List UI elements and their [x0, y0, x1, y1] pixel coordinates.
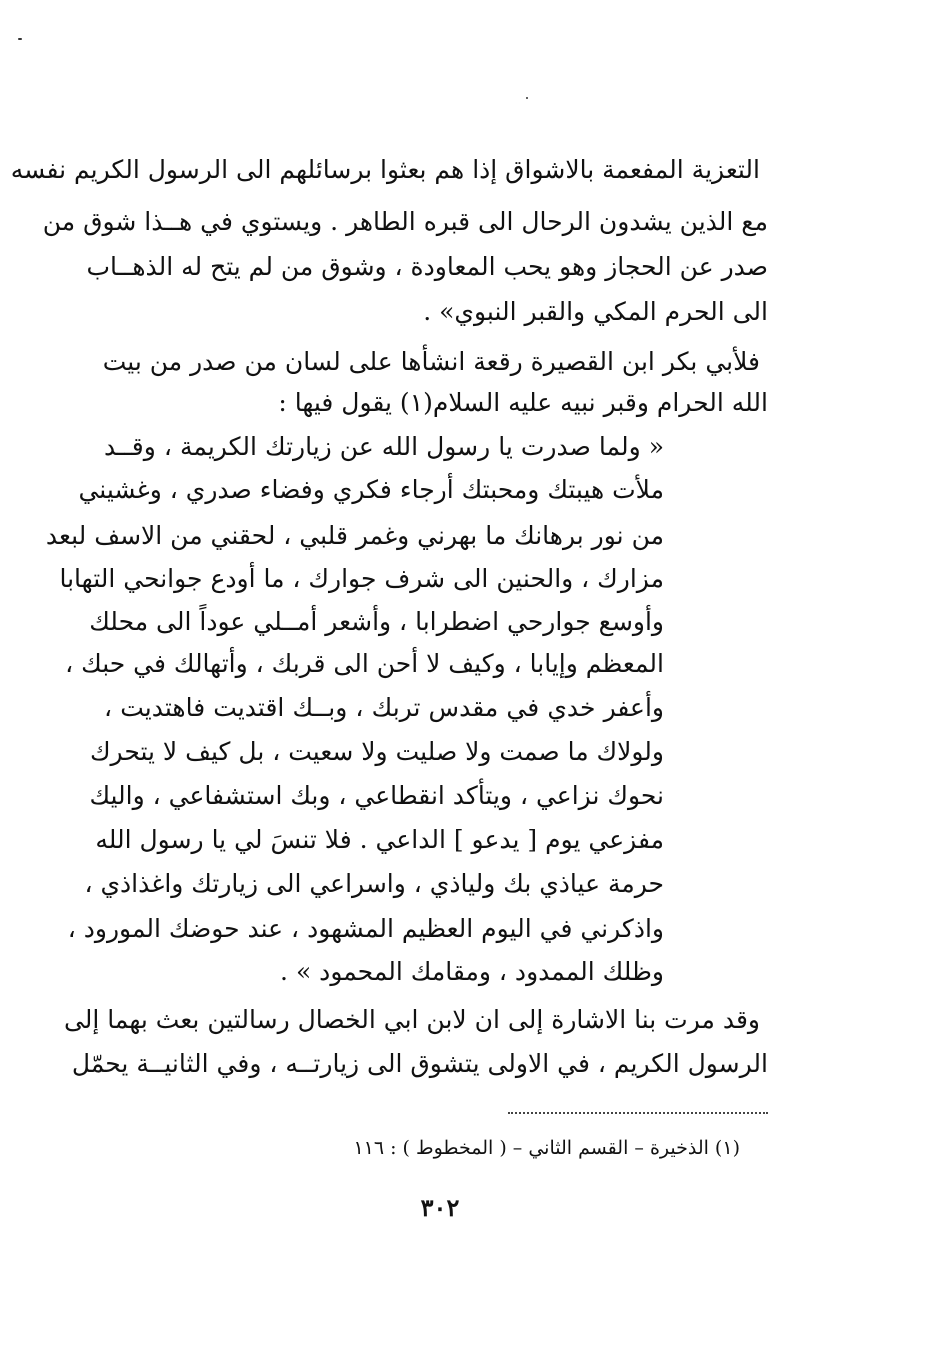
quote-line: « ولما صدرت يا رسول الله عن زيارتك الكريمة ، وقــد [104, 432, 664, 461]
quote-line: ولولاك ما صمت ولا صليت ولا سعيت ، بل كيف لا يتحرك [89, 737, 664, 766]
quote-line: نحوك نزاعي ، ويتأكد انقطاعي ، وبك استشفاعي ، واليك [89, 781, 664, 810]
text-line: الى الحرم المكي والقبر النبوي» . [423, 297, 768, 326]
text-line: الرسول الكريم ، في الاولى يتشوق الى زيارتــه ، وفي الثانيــة يحمّل [71, 1049, 768, 1078]
text-line: فلأبي بكر ابن القصيرة رقعة انشأها على لسان من صدر من بيت [102, 347, 760, 376]
scan-speck [18, 38, 22, 40]
quote-line: وظلك الممدود ، ومقامك المحمود » . [280, 957, 664, 986]
quote-line: من نور برهانك ما بهرني وغمر قلبي ، لحقني من الاسف لبعد [45, 521, 664, 550]
text-line: مع الذين يشدون الرحال الى قبره الطاهر . ويستوي في هــذا شوق من [42, 207, 768, 236]
page-number: ٣٠٢ [420, 1193, 460, 1222]
quote-line: مفزعي يوم [ يدعو ] الداعي . فلا تنسَ لي يا رسول الله [95, 825, 664, 854]
footnote-separator [508, 1112, 768, 1114]
quote-line: المعظم وإيابا ، وكيف لا أحن الى قربك ، وأتهالك في حبك ، [65, 649, 664, 678]
quote-line: وأوسع جوارحي اضطرابا ، وأشعر أمــلي عوداً الى محلك [89, 607, 664, 636]
quote-line: وأعفر خدي في مقدس تربك ، وبــك اقتديت فاهتديت ، [104, 693, 664, 722]
quote-line: واذكرني في اليوم العظيم المشهود ، عند حوضك المورود ، [67, 914, 664, 943]
quote-line: مزارك ، والحنين الى شرف جوارك ، ما أودع جوانحي التهابا [59, 564, 664, 593]
quote-line: حرمة عياذي بك ولياذي ، واسراعي الى زيارتك واغذاذي ، [84, 869, 664, 898]
footnote: (١) الذخيرة – القسم الثاني – ( المخطوط ) : ١١٦ [353, 1137, 740, 1159]
text-line: صدر عن الحجاز وهو يحب المعاودة ، وشوق من لم يتح له الذهــاب [86, 252, 768, 281]
text-line: الله الحرام وقبر نبيه عليه السلام(١) يقول فيها : [278, 388, 768, 417]
text-line: وقد مرت بنا الاشارة إلى ان لابن ابي الخصال رسالتين بعث بهما إلى [63, 1005, 760, 1034]
quote-line: ملأت هيبتك ومحبتك أرجاء فكري وفضاء صدري ، وغشيني [78, 475, 664, 504]
scan-speck [526, 97, 528, 99]
text-line: التعزية المفعمة بالاشواق إذا هم بعثوا برسائلهم الى الرسول الكريم نفسه [10, 155, 760, 184]
